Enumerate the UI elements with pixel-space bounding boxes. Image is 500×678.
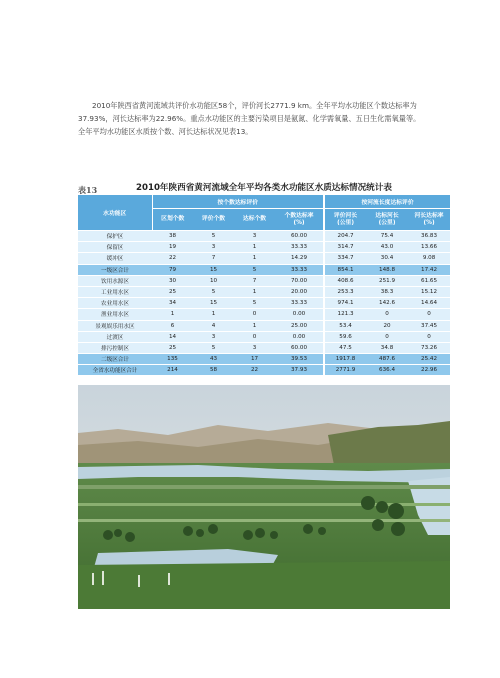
column-header: 达标个数 bbox=[234, 209, 275, 231]
row-name: 二级区合计 bbox=[78, 354, 152, 365]
table-cell: 1 bbox=[234, 242, 275, 253]
table-cell: 33.33 bbox=[275, 264, 324, 275]
row-name: 全省水功能区合计 bbox=[78, 365, 152, 376]
table-cell: 22 bbox=[152, 253, 193, 264]
row-name: 一级区合计 bbox=[78, 264, 152, 275]
table-cell: 0 bbox=[366, 331, 408, 342]
table-cell: 53.4 bbox=[324, 320, 366, 331]
row-name: 渔业用水区 bbox=[78, 309, 152, 320]
table-title: 2010年陕西省黄河流域全年平均各类水功能区水质达标情况统计表 bbox=[136, 183, 392, 193]
column-header: 达标河长 (公里) bbox=[366, 209, 408, 231]
table-row bbox=[78, 298, 450, 309]
table-cell: 0 bbox=[408, 309, 450, 320]
table-cell: 5 bbox=[193, 342, 234, 353]
table-cell: 6 bbox=[152, 320, 193, 331]
table-cell: 33.33 bbox=[275, 242, 324, 253]
table-row bbox=[78, 331, 450, 342]
table-cell: 25.42 bbox=[408, 354, 450, 365]
table-row bbox=[78, 253, 450, 264]
table-cell: 253.3 bbox=[324, 286, 366, 297]
table-cell: 121.3 bbox=[324, 309, 366, 320]
table-cell: 38.3 bbox=[366, 286, 408, 297]
table-cell: 214 bbox=[152, 365, 193, 376]
row-header: 水功能区 bbox=[78, 195, 152, 231]
paragraph-line-1: 2010年陕西省黄河流域共评价水功能区58个，评价河长2771.9 km。全年平均水功能区个数达标率为 bbox=[92, 101, 417, 110]
table-cell: 5 bbox=[234, 264, 275, 275]
table-cell: 15 bbox=[193, 264, 234, 275]
table-cell: 854.1 bbox=[324, 264, 366, 275]
table-cell: 47.5 bbox=[324, 342, 366, 353]
table-cell: 0 bbox=[366, 309, 408, 320]
table-cell: 37.93 bbox=[275, 365, 324, 376]
table-cell: 2771.9 bbox=[324, 365, 366, 376]
table-cell: 15.12 bbox=[408, 286, 450, 297]
table-cell: 0 bbox=[234, 331, 275, 342]
table-row bbox=[78, 320, 450, 331]
table-cell: 30 bbox=[152, 275, 193, 286]
intro-paragraph bbox=[78, 99, 453, 138]
table-row bbox=[78, 264, 450, 275]
table-cell: 135 bbox=[152, 354, 193, 365]
group-header-length: 按河流长度达标评价 bbox=[324, 195, 450, 209]
paragraph-line-2: 37.93%，河长达标率为22.96%。重点水功能区的主要污染项目是氨氮、化学需氧量、五日生化需氧量等。 bbox=[78, 114, 421, 123]
table-cell: 1 bbox=[152, 309, 193, 320]
table-cell: 7 bbox=[234, 275, 275, 286]
table-cell: 1 bbox=[234, 253, 275, 264]
table-cell: 1 bbox=[193, 309, 234, 320]
table-cell: 60.00 bbox=[275, 342, 324, 353]
table-row bbox=[78, 354, 450, 365]
landscape-photo-river-valley-icon bbox=[78, 385, 450, 609]
table-cell: 5 bbox=[193, 231, 234, 242]
table-cell: 25 bbox=[152, 342, 193, 353]
row-name: 景观娱乐用水区 bbox=[78, 320, 152, 331]
table-cell: 636.4 bbox=[366, 365, 408, 376]
table-cell: 148.8 bbox=[366, 264, 408, 275]
table-cell: 3 bbox=[234, 231, 275, 242]
table-cell: 3 bbox=[234, 342, 275, 353]
table-cell: 334.7 bbox=[324, 253, 366, 264]
row-name: 排污控制区 bbox=[78, 342, 152, 353]
table-cell: 14.64 bbox=[408, 298, 450, 309]
table-cell: 33.33 bbox=[275, 298, 324, 309]
table-cell: 9.08 bbox=[408, 253, 450, 264]
row-name: 工业用水区 bbox=[78, 286, 152, 297]
table-cell: 14 bbox=[152, 331, 193, 342]
table-cell: 73.26 bbox=[408, 342, 450, 353]
table-row bbox=[78, 286, 450, 297]
row-name: 缓冲区 bbox=[78, 253, 152, 264]
row-name: 保留区 bbox=[78, 242, 152, 253]
table-cell: 70.00 bbox=[275, 275, 324, 286]
table-cell: 314.7 bbox=[324, 242, 366, 253]
table-cell: 60.00 bbox=[275, 231, 324, 242]
table-cell: 20 bbox=[366, 320, 408, 331]
table-cell: 487.6 bbox=[366, 354, 408, 365]
column-header: 评价个数 bbox=[193, 209, 234, 231]
table-cell: 0.00 bbox=[275, 331, 324, 342]
table-cell: 43.0 bbox=[366, 242, 408, 253]
table-cell: 408.6 bbox=[324, 275, 366, 286]
table-cell: 7 bbox=[193, 253, 234, 264]
column-header: 评价河长 (公里) bbox=[324, 209, 366, 231]
row-name: 保护区 bbox=[78, 231, 152, 242]
table-row bbox=[78, 342, 450, 353]
table-row bbox=[78, 309, 450, 320]
row-name: 过渡区 bbox=[78, 331, 152, 342]
table-cell: 43 bbox=[193, 354, 234, 365]
table-cell: 1 bbox=[234, 320, 275, 331]
paragraph-line-3: 全年平均水功能区水质按个数、河长达标状况见表13。 bbox=[78, 127, 253, 136]
table-cell: 0 bbox=[234, 309, 275, 320]
table-cell: 61.65 bbox=[408, 275, 450, 286]
table-cell: 5 bbox=[234, 298, 275, 309]
table-row bbox=[78, 242, 450, 253]
table-cell: 1 bbox=[234, 286, 275, 297]
table-cell: 251.9 bbox=[366, 275, 408, 286]
table-cell: 25 bbox=[152, 286, 193, 297]
table-cell: 13.66 bbox=[408, 242, 450, 253]
row-name: 饮用水源区 bbox=[78, 275, 152, 286]
table-cell: 22.96 bbox=[408, 365, 450, 376]
table-cell: 34 bbox=[152, 298, 193, 309]
table-cell: 34.8 bbox=[366, 342, 408, 353]
table-cell: 20.00 bbox=[275, 286, 324, 297]
table-cell: 17 bbox=[234, 354, 275, 365]
table-cell: 30.4 bbox=[366, 253, 408, 264]
table-row bbox=[78, 275, 450, 286]
table-cell: 0 bbox=[408, 331, 450, 342]
water-function-zone-table bbox=[78, 195, 450, 375]
table-cell: 39.53 bbox=[275, 354, 324, 365]
table-cell: 204.7 bbox=[324, 231, 366, 242]
table-cell: 3 bbox=[193, 331, 234, 342]
table-cell: 37.45 bbox=[408, 320, 450, 331]
group-header-count: 按个数达标评价 bbox=[152, 195, 324, 209]
column-header: 个数达标率 (%) bbox=[275, 209, 324, 231]
table-cell: 5 bbox=[193, 286, 234, 297]
table-cell: 0.00 bbox=[275, 309, 324, 320]
table-cell: 22 bbox=[234, 365, 275, 376]
table-cell: 75.4 bbox=[366, 231, 408, 242]
table-cell: 142.6 bbox=[366, 298, 408, 309]
table-cell: 79 bbox=[152, 264, 193, 275]
table-cell: 15 bbox=[193, 298, 234, 309]
table-row bbox=[78, 365, 450, 376]
table-cell: 4 bbox=[193, 320, 234, 331]
table-cell: 1917.8 bbox=[324, 354, 366, 365]
table-cell: 36.83 bbox=[408, 231, 450, 242]
table-cell: 59.6 bbox=[324, 331, 366, 342]
column-header: 河长达标率 (%) bbox=[408, 209, 450, 231]
table-cell: 974.1 bbox=[324, 298, 366, 309]
row-name: 农业用水区 bbox=[78, 298, 152, 309]
table-cell: 25.00 bbox=[275, 320, 324, 331]
table-cell: 14.29 bbox=[275, 253, 324, 264]
table-row bbox=[78, 231, 450, 242]
table-caption: 表13 bbox=[78, 185, 98, 195]
table-cell: 38 bbox=[152, 231, 193, 242]
table-cell: 10 bbox=[193, 275, 234, 286]
landscape-photo-svg bbox=[78, 385, 450, 609]
table-cell: 3 bbox=[193, 242, 234, 253]
column-header: 区划个数 bbox=[152, 209, 193, 231]
table-cell: 17.42 bbox=[408, 264, 450, 275]
table-cell: 58 bbox=[193, 365, 234, 376]
table-cell: 19 bbox=[152, 242, 193, 253]
